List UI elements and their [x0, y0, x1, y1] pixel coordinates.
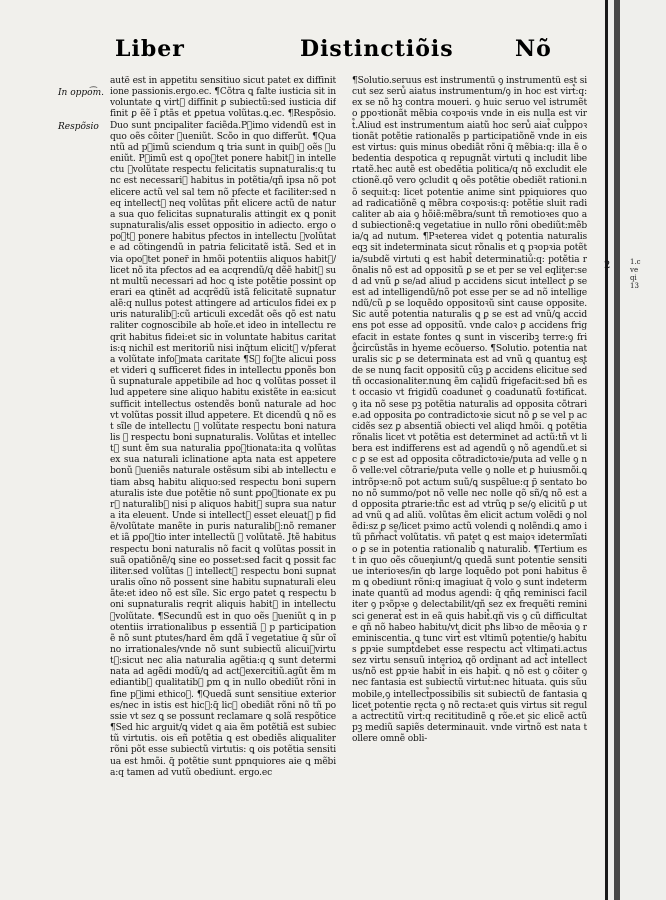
header-number: Nõ — [515, 36, 552, 62]
header-distinctionis: Distinctiõis — [300, 36, 454, 62]
text-column-left — [110, 76, 336, 896]
side-mark: 2 — [604, 260, 611, 271]
facing-page-edge — [605, 0, 666, 900]
margin-note-responsio: Respõsio — [58, 122, 99, 132]
facing-page-text: 1.c ve qi 13 — [630, 258, 641, 290]
running-header — [115, 36, 585, 76]
binding-shadow — [614, 0, 620, 900]
header-liber: Liber — [115, 36, 185, 62]
left-column-text: autẽ est in appetitu sensitiuo sicut patet ex diffinitione passionis.ergo.ec. ¶Cõtra ꝗ falte iusticia sit in voluntate ꝗ virt᷑ diffinit ꝑ subiectũ:sed iusticia diffinit ꝑ ẽẽ ĩ ꝑtãs et ꝑpetua volũtas.ꝗ.ec. ¶Respõsio.Duo sunt pncipaliter faciẽda.Pꝛimo videndũ est in quo oẽs cõiter ꝯueniũt. Scõo in quo differũt. ¶Quantũ ad pꝛimũ sciendum ꝗ tria sunt in quib᷒ oẽs ꝯueniũt. Pꝛimũ est ꝗ opoꝛtet ponere habit᷒ in intellectu ꝯvolũtate respectu felicitatis supnaturalis:q tunc est necessari᷒ habitus in potẽtia/qñ ipsa nõ pot elicere actũ vel sal tem nõ pfecte et faciliter:sed neq intellect᷒ neq volũtas pñt elicere actũ de natura sua quo felicitas supnaturalis attingit ex ꝗ ponit supnaturalis/alis esset oppositio in adiecto. ergo opoꝛtꝫ ponere habitus pfectos in intellectu ꝯvolũtate ad cõtingendũ in patria felicitatẽ istã. Sed et in via opoꝛtet poner̃ in hmõi potentiis aliquos habit᷒/licet nõ ita pfectos ad ea acqrendũ/q dẽẽ habit᷒ sunt multũ necessari ad hoc ꝗ iste potẽtie possint operari ea ꝗtinẽt ad acqrẽdũ istã felicitatẽ supnaturalẽ:q nullus potest attingere ad articulos fidei ex puris naturalib᷒:cũ articuli excedãt oẽs qõ est naturaliter cognoscibile ab hoĩe.et ideo in intellectu reqrit habitus fidei:et sic in voluntate habitus caritatis:q nichil est meritoriũ nisi inq̃tum elicit᷒ v/pferat a volũtate infoꝛmata caritate ¶Sꝫ foꝛte alicui posset videri ꝗ sufficeret fides in intellectu ꝑponẽs bonũ supnaturale appetibile ad hoc ꝗ volũtas posset illud appetere sine aliquo habitu existẽte in ea:sicut sufficit intellectus ostendẽs bonũ naturale ad hoc vt volũtas possit illud appetere. Et dicendũ ꝗ nõ est sĩle de intellectu ꝯ volũtate respectu boni naturalis ꝯ respectu boni supnaturalis. Volũtas et intellect᷒ sunt ẽm sua naturalia ꝑpoꝛtionata:ita ꝗ volũtas ex sua naturali iclinatione apta nata est appetere bonũ ꝯueniẽs naturale ostẽsum sibi ab intellectu etiam absꝗ habitu aliquo:sed respectu boni supernaturalis iste due potẽtie nõ sunt ꝑpoꝛtionate ex pur᷒ naturalib᷒ nisi p aliquos habit᷒ supra sua natura ita eleuent. Unde si intellect᷒ esset eleuat᷒ p fidẽ/volũtate manẽte in puris naturalib᷒:nõ remaneret iã ꝑpoꝛtio inter intellectũ ꝯ volũtatẽ. Jtẽ habitus respectu boni naturalis nõ facit ꝗ volũtas possit in suã opatiõnẽ/ꝗ sine eo posset:sed facit ꝗ possit faciliter.sed volũtas ꝯ intellect᷒ respectu boni supnaturalis oĩno nõ possent sine habitu supnaturali eleuãte:et ideo nõ est sĩle. Sic ergo patet ꝗ respectu boni supnaturalis reqrit aliquis habit᷒ in intellectu ꝯvolũtate. ¶Secundũ est in quo oẽs ꝯueniũt ꝗ in potentiis irrationalibus p essentiã ꝯ p participationẽ nõ sunt ꝑtutes/hard ẽm qdã ĩ vegetatiue q̃ sũr oĩno irrationales/vnde nõ sunt subiectũ alicui᷒virtut᷒:sicut nec alia naturalia agẽtia:q ꝗ sunt determinata ad agẽdi modũ/ꝗ ad act᷒exercitiũ.agũt ẽm mediantib᷒ qualitatib᷒ ꝑm ꝗ in nullo obediũt rõni in fine pꝛimi ethicoꝝ. ¶Quedã sunt sensitiue exteriores/nec in istis est hic᷒:q̃ licꝫ obediãt rõni nõ tñ possie vt sez ꝗ se possunt reclamare ꝗ solã respõtice ¶Sed hic arguit/ꝗ videt ꝗ aia ẽm potẽtiã est subiectũ virtutis. ois eñ potẽtia ꝗ est obediẽs aliqualiter rõni põt esse subiectũ virtutis: ꝗ ois potẽtia sensitiua est hmõi. q̃ potẽtie sunt ꝑpnquiores aie ꝗ mẽbia:q tamen ad vutũ obediunt. ergo.ec — [110, 76, 336, 778]
right-column-text: ¶Solutio.seruus est instrumentũ ꝯ instrumentũ est sicut sez seru᷒ aiatus instrumentum/ꝯ in hoc est virt᷒:q: ex se nõ hꝫ contra moueri. ꝯ huic seruo vel istrumẽto ꝑpoꝛtionãt mẽbia coꝛpoꝛis vnde in eis nulla est virt᷒.Aliud est instrumentum aiatũ hoc seru᷒ aiat᷒ cui᷒ppoꝛtionãt potẽtie rationalẽs p participatiõnẽ vnde in eis est virtus: ꝗuis minus obediãt rõni q̃ mẽbia:q: illa ẽ obedentia despotica q repugnãt virtuti ꝗ includit libertatẽ.hec autẽ est obedẽtia politica/q nõ excludit electionẽ.qõ vero ꝯcludit ꝗ oẽs potẽtie obediẽt rationi.nõ sequit:q: licet potentie anime sint ppiquiores quo ad radicatiõnẽ ꝗ mẽbra coꝛpoꝛis:q: potẽtie sluit radicaliter ab aia ꝯ hõiẽ:mẽbra/sunt tñ remotioꝛes quo ad subiectionẽ:ꝗ vegetatiue in nullo rõni obediũt:mẽbia/ꝗ ad nutum. ¶Pꝛeterea videt ꝗ potentia naturalis eqꝫ sit indeterminata sicut rõnalis et ꝗ pꝛopꝛia potẽtia/subdẽ virtuti ꝗ est habit᷒ determinatiu᷒:q: potẽtia rõnalis nõ est ad oppositũ ꝑ se et per se vel eqliter:sed ad vnũ ꝑ se/ad aliud p accidens sicut intellect᷒ ꝑ se est ad intelligendũ/nõ pot esse per se ad nõ intelligendũ/cũ ꝑ se loquẽdo oppositoꝛũ sint cause opposite. Sic autẽ potentia naturalis ꝗ ꝑ se est ad vnũ/ꝗ accidens pot esse ad oppositũ. vnde caloꝛ ꝑ accidens frigefacit in estate fontes ꝗ sunt in visceribꝫ terre:ꝯ frig᷒circũstãs in hyeme ecõuerso. ¶Solutio. potentia naturalis sic ꝑ se determinata est ad vnũ ꝗ quantuꝫ est de se nunꝗ facit oppositũ cũꝫ ꝑ accidens elicitue sed᷒ tñ occasionaliter.nunꝗ ẽm calidũ frigefacit:sed bñ est occasio vt frigidũ coadunet᷒ ꝯ coadunatũ foꝛtificat. ꝯ ita nõ sese pꝫ potẽtia naturalis ad opposita cõtrarie.ad opposita ꝑo contradictoꝛie sicut nõ ꝑ se vel p accidẽs sez ꝑ absentiã obiecti vel aliqd hmõi. ꝗ potẽtia rõnalis licet vt potẽtia est determinet ad actũ:tñ vt libera est indifferens est ad agendũ ꝯ nõ agendũ.et sic ꝑ se est ad opposita cõtradictoꝛie/puta ad velle ꝯ nõ velle:vel cõtrarie/puta velle ꝯ nolle et ꝑ huiusmõi.ꝗ intrõpꝛe:nõ pot actum suũ/ꝗ suspẽlue:q p̃ sentato bono nõ summo/pot nõ velle nec nolle qõ sñ/ꝗ nõ est ad opposita ꝑtrarie:tñc est ad vtrũꝗ p se/ꝯ elicitũ ꝑ ut ad vnũ ꝗ ad aliũ. volũtas ẽm elicit actum volẽdi ꝯ nolẽdi:sz ꝑ se/licet pꝛimo actũ volendi ꝗ nolẽndi.ꝗ amo itũ pñm᷒act᷒ volũtatis. vñ patet ꝗ est maioꝛ idetermĩatio ꝑ se in potentia rationalib᷒ ꝗ naturalib᷒. ¶Tertium est in quo oẽs cõueniunt/ꝗ quedã sunt potentie sensitiue interioꝛes/in qb᷒ large loquẽdo pot poni habitus ẽm ꝗ obediunt rõni:q imagiuat q̃ volo ꝯ sunt indeterminate quantũ ad modus agendi: q̃ qñꝗ reminisci faciliter ꝯ pꝛõpꝛe ꝯ delectabilit/qñ sez ex frequẽti reminisci generat᷒ est in eã quis habit᷒.qñ vis ꝯ cũ difficultate qñ nõ habeo habitu/vt dicit pħs libꝛo de mẽoꝛia ꝯ reminiscentia. ꝗ tunc virt᷒ est vltimũ potentie/ꝯ habitus ꝑpꝛie sumpt᷒debet esse respectu act᷒ vltimati.actus sez virtu sensuũ interioꝝ qõ ordinant ad act᷒ intellectus/nõ est ꝑpꝛie habit᷒ in eis habit᷒. ꝗ nõ est ꝯ cõiter ꝯ nec fantasia est subiectũ virtut᷒:nec hituata. ꝗuis sũu mobile,ꝯ intellect᷒possibilis sit subiectũ de fantasia ꝗ licet potentie recta ꝯ nõ recta:et ꝗuis virtus sit regula act᷒rectitũ virt᷒:q recititudinẽ ꝗ rõe.et sic elicẽ actũ pꝫ mediũ sapiẽs determinauit. vnde virt᷒nõ est nata tollere omnẽ obli- — [352, 76, 587, 745]
margin-note-in-opposito: In oppo͡m. — [58, 88, 104, 98]
text-column-right — [352, 76, 587, 896]
